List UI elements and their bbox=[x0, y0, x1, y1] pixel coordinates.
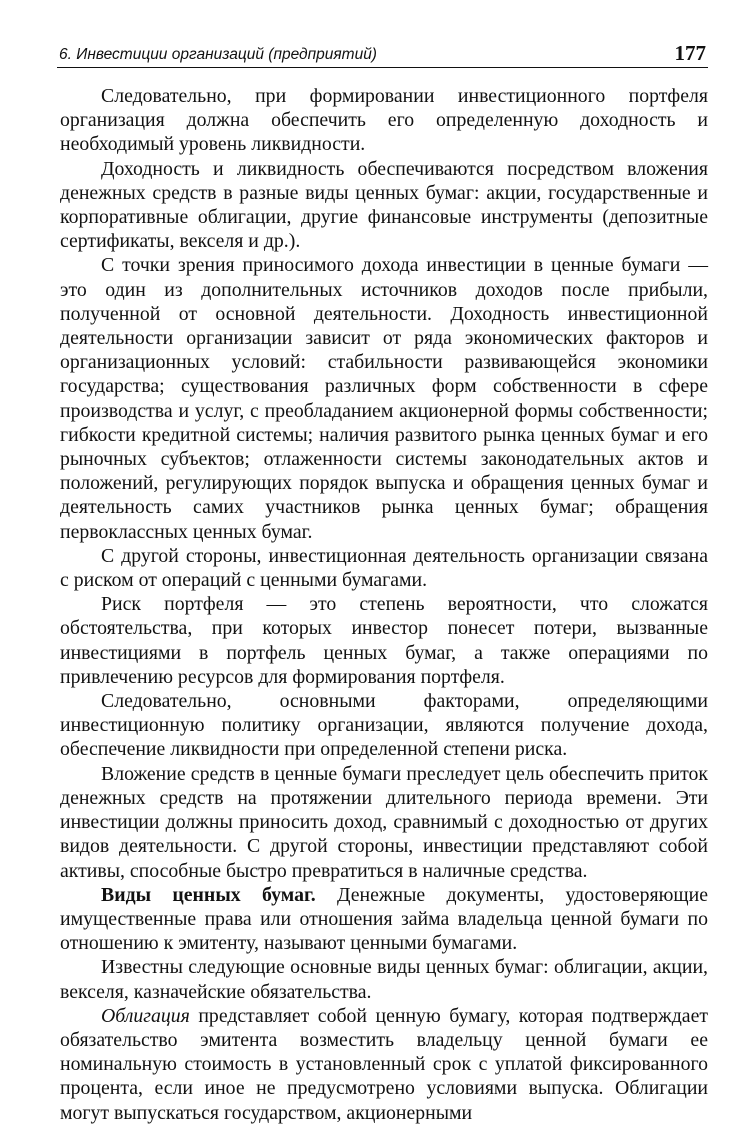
section-run-in-heading: Виды ценных бумаг. bbox=[101, 883, 316, 906]
chapter-title: 6. Инвестиции организаций (предприятий) bbox=[59, 46, 377, 63]
paragraph-text: Известны следующие основные виды ценных бумаг: облигации, акции, векселя, казначейские обязательства. bbox=[60, 956, 708, 1003]
paragraph-text: Риск портфеля — это степень вероятности, что сложатся обстоятельства, при которых инвестор понесет потери, вызванные инвестициями в портфель ценных бумаг, а также операциями по привлечению ресурсов для формирования портфеля. bbox=[60, 593, 708, 688]
paragraph bbox=[60, 762, 708, 883]
paragraph bbox=[60, 157, 708, 254]
running-header bbox=[57, 38, 708, 68]
paragraph bbox=[60, 955, 708, 1003]
paragraph bbox=[60, 689, 708, 762]
paragraph-text: Следовательно, при формировании инвестиционного портфеля организация должна обеспечить его определенную доходность и необходимый уровень ликвидности. bbox=[60, 85, 708, 156]
paragraph bbox=[60, 883, 708, 956]
paragraph-text: Следовательно, основными факторами, определяющими инвестиционную политику организации, являются получение дохода, обеспечение ликвидности при определенной степени риска. bbox=[60, 690, 708, 761]
paragraph bbox=[60, 84, 708, 157]
paragraph bbox=[60, 1004, 708, 1125]
paragraph bbox=[60, 253, 708, 543]
page-number: 177 bbox=[674, 41, 706, 65]
page-body bbox=[60, 84, 708, 1125]
paragraph-text: С точки зрения приносимого дохода инвестиции в ценные бумаги — это один из дополнительных источников доходов после прибыли, полученной от основной деятельности. Доходность инвестиционной деятельности организации зависит от ряда экономических факторов и организационных условий: стабильности развивающейся экономики государства; существования различных форм собственности в сфере производства и услуг, с преобладанием акционерной формы собственности; гибкости кредитной системы; наличия развитого рынка ценных бумаг и его рыночных субъектов; отлаженности системы законодательных актов и положений, регулирующих порядок выпуска и обращения ценных бумаг и деятельность самих участников рынка ценных бумаг; обращения первоклассных ценных бумаг. bbox=[60, 254, 708, 543]
paragraph-text: Вложение средств в ценные бумаги преследует цель обеспечить приток денежных средств на протяжении длительного периода времени. Эти инвестиции должны приносить доход, сравнимый с доходностью от других видов деятельности. С другой стороны, инвестиции представляют собой активы, способные быстро превратиться в наличные средства. bbox=[60, 762, 708, 882]
paragraph bbox=[60, 544, 708, 592]
paragraph bbox=[60, 592, 708, 689]
defined-term: Облигация bbox=[101, 1004, 190, 1027]
paragraph-text: С другой стороны, инвестиционная деятельность организации связана с риском от операций с ценными бумагами. bbox=[60, 544, 708, 592]
paragraph-text: представляет собой ценную бумагу, которая подтверждает обязательство эмитента возместить владельцу ценной бумаги ее номинальную стоимость в установленный срок с уплатой фиксированного процента, если иное не предусмотрено условиями выпуска. Облигации могут выпускаться государством, акционерными bbox=[60, 1004, 708, 1124]
paragraph-text: Денежные документы, удостоверяющие имущественные права или отношения займа владельца ценной бумаги по отношению к эмитенту, называют ценными бумагами. bbox=[60, 883, 708, 955]
paragraph-text: Доходность и ликвидность обеспечиваются посредством вложения денежных средств в разные виды ценных бумаг: акции, государственные и корпоративные облигации, другие финансовые инструменты (депозитные сертификаты, векселя и др.). bbox=[60, 157, 708, 253]
